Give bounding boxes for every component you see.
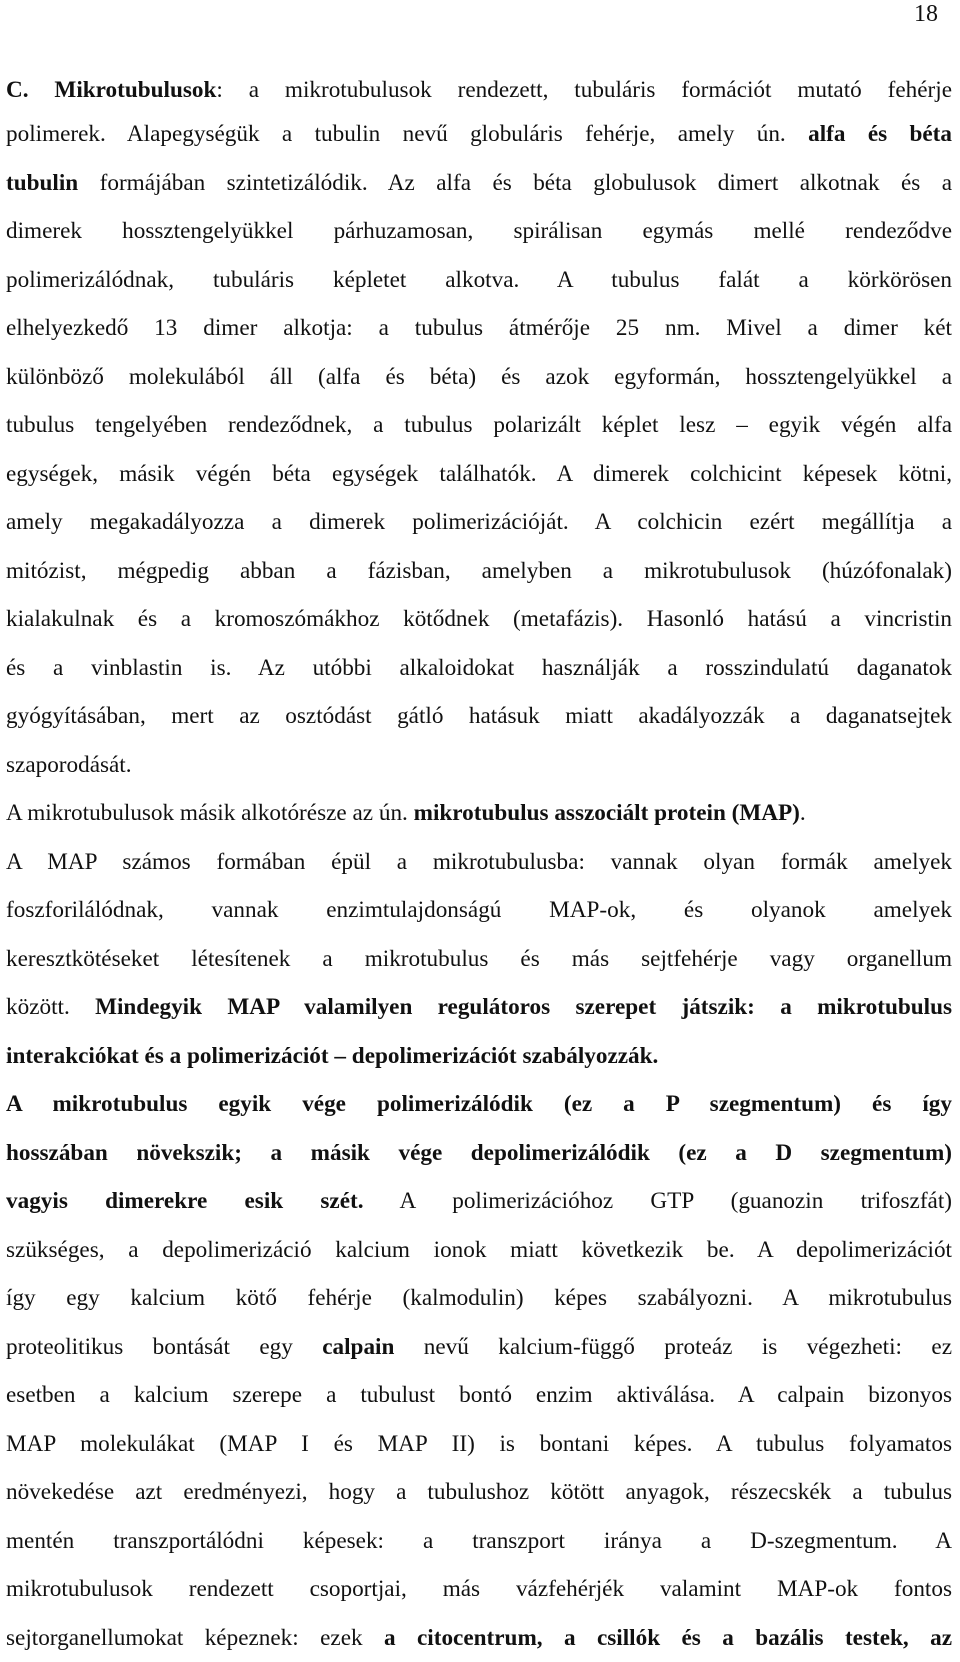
bold-text-run: calpain [322, 1334, 394, 1360]
text-line [6, 256, 952, 305]
text-line [6, 353, 952, 402]
text-run: : a mikrotubulusok rendezett, tubuláris formációt mutató fehérje [216, 77, 952, 103]
bold-text-run: mikrotubulus asszociált protein (MAP) [414, 800, 800, 826]
text-run: A mikrotubulusok másik alkotórésze az ún. [6, 800, 414, 826]
text-run: tubulus tengelyében rendeződnek, a tubulus polarizált képlet lesz – egyik végén alfa [6, 412, 952, 438]
page-number: 18 [914, 2, 938, 26]
text-run: A MAP számos formában épül a mikrotubulusba: vannak olyan formák amelyek [6, 849, 952, 875]
text-run: dimerek hossztengelyükkel párhuzamosan, spirálisan egymás mellé rendeződve [6, 218, 952, 244]
text-run: amely megakadályozza a dimerek polimerizációját. A colchicin ezért megállítja a [6, 509, 952, 535]
bold-text-run: Mindegyik MAP valamilyen regulátoros szerepet játszik: a mikrotubulus [95, 994, 952, 1020]
bold-text-run: tubulin [6, 170, 78, 196]
text-line [6, 741, 952, 790]
text-line [6, 1032, 952, 1081]
text-line [6, 692, 952, 741]
text-line [6, 983, 952, 1032]
body-text [6, 70, 952, 1662]
text-line [6, 935, 952, 984]
text-run: mentén transzportálódni képesek: a transzport iránya a D-szegmentum. A [6, 1528, 952, 1554]
text-run: így egy kalcium kötő fehérje (kalmodulin) képes szabályozni. A mikrotubulus [6, 1285, 952, 1311]
text-run: között. [6, 994, 95, 1020]
bold-text-run: vagyis dimerekre esik szét. [6, 1188, 364, 1214]
text-line [6, 304, 952, 353]
text-run: különböző molekulából áll (alfa és béta) és azok egyformán, hossztengelyükkel a [6, 364, 952, 390]
text-line [6, 547, 952, 596]
text-run: kialakulnak és a kromoszómákhoz kötődnek (metafázis). Hasonló hatású a vincristin [6, 606, 952, 632]
text-line [6, 644, 952, 693]
text-line [6, 1565, 952, 1614]
text-run: esetben a kalcium szerepe a tubulust bontó enzim aktiválása. A calpain bizonyos [6, 1382, 952, 1408]
text-run: keresztkötéseket létesítenek a mikrotubulus és más sejtfehérje vagy organellum [6, 946, 952, 972]
text-run: polimerizálódnak, tubuláris képletet alkotva. A tubulus falát a körkörösen [6, 267, 952, 293]
bold-text-run: A mikrotubulus egyik vége polimerizálódik (ez a P szegmentum) és így [6, 1091, 952, 1117]
text-line [6, 1177, 952, 1226]
text-run: és a vinblastin is. Az utóbbi alkaloidokat használják a rosszindulatú daganatok [6, 655, 952, 681]
text-run: gyógyításában, mert az osztódást gátló hatásuk miatt akadályozzák a daganatsejtek [6, 703, 952, 729]
text-run: elhelyezkedő 13 dimer alkotja: a tubulus átmérője 25 nm. Mivel a dimer két [6, 315, 952, 341]
text-run: szaporodását. [6, 752, 132, 778]
text-line [6, 70, 952, 110]
text-line [6, 1274, 952, 1323]
text-line [6, 886, 952, 935]
text-line [6, 159, 952, 208]
text-line [6, 1080, 952, 1129]
bold-text-run: alfa és béta [808, 121, 952, 147]
text-line [6, 1129, 952, 1178]
bold-text-run: interakciókat és a polimerizációt – depolimerizációt szabályozzák. [6, 1043, 658, 1069]
text-line [6, 1468, 952, 1517]
bold-text-run: hosszában növekszik; a másik vége depolimerizálódik (ez a D szegmentum) [6, 1140, 952, 1166]
text-line [6, 450, 952, 499]
bold-text-run: C. Mikrotubulusok [6, 77, 216, 103]
text-line [6, 110, 952, 159]
bold-text-run: a citocentrum, a csillók és a bazális testek, az [384, 1625, 952, 1651]
text-run: proteolitikus bontását egy [6, 1334, 322, 1360]
text-run: mikrotubulusok rendezett csoportjai, más vázfehérjék valamint MAP-ok fontos [6, 1576, 952, 1602]
text-line [6, 1226, 952, 1275]
text-line [6, 401, 952, 450]
text-line [6, 838, 952, 887]
text-line [6, 595, 952, 644]
text-line [6, 1323, 952, 1372]
text-line [6, 1371, 952, 1420]
text-run: mitózist, mégpedig abban a fázisban, amelyben a mikrotubulusok (húzófonalak) [6, 558, 952, 584]
text-run: polimerek. Alapegységük a tubulin nevű globuláris fehérje, amely ún. [6, 121, 808, 147]
text-run: szükséges, a depolimerizáció kalcium ionok miatt következik be. A depolimerizációt [6, 1237, 952, 1263]
text-line [6, 498, 952, 547]
text-run: . [800, 800, 806, 826]
text-line [6, 207, 952, 256]
text-line [6, 1517, 952, 1566]
text-run: A polimerizációhoz GTP (guanozin trifoszfát) [364, 1188, 952, 1214]
text-run: formájában szintetizálódik. Az alfa és béta globulusok dimert alkotnak és a [78, 170, 952, 196]
text-run: növekedése azt eredményezi, hogy a tubulushoz kötött anyagok, részecskék a tubulus [6, 1479, 952, 1505]
text-line [6, 1614, 952, 1662]
text-run: egységek, másik végén béta egységek találhatók. A dimerek colchicint képesek kötni, [6, 461, 952, 487]
text-run: nevű kalcium-függő proteáz is végezheti: ez [394, 1334, 952, 1360]
text-run: foszforilálódnak, vannak enzimtulajdonságú MAP-ok, és olyanok amelyek [6, 897, 952, 923]
text-line [6, 789, 952, 838]
text-run: sejtorganellumokat képeznek: ezek [6, 1625, 384, 1651]
text-line [6, 1420, 952, 1469]
text-run: MAP molekulákat (MAP I és MAP II) is bontani képes. A tubulus folyamatos [6, 1431, 952, 1457]
